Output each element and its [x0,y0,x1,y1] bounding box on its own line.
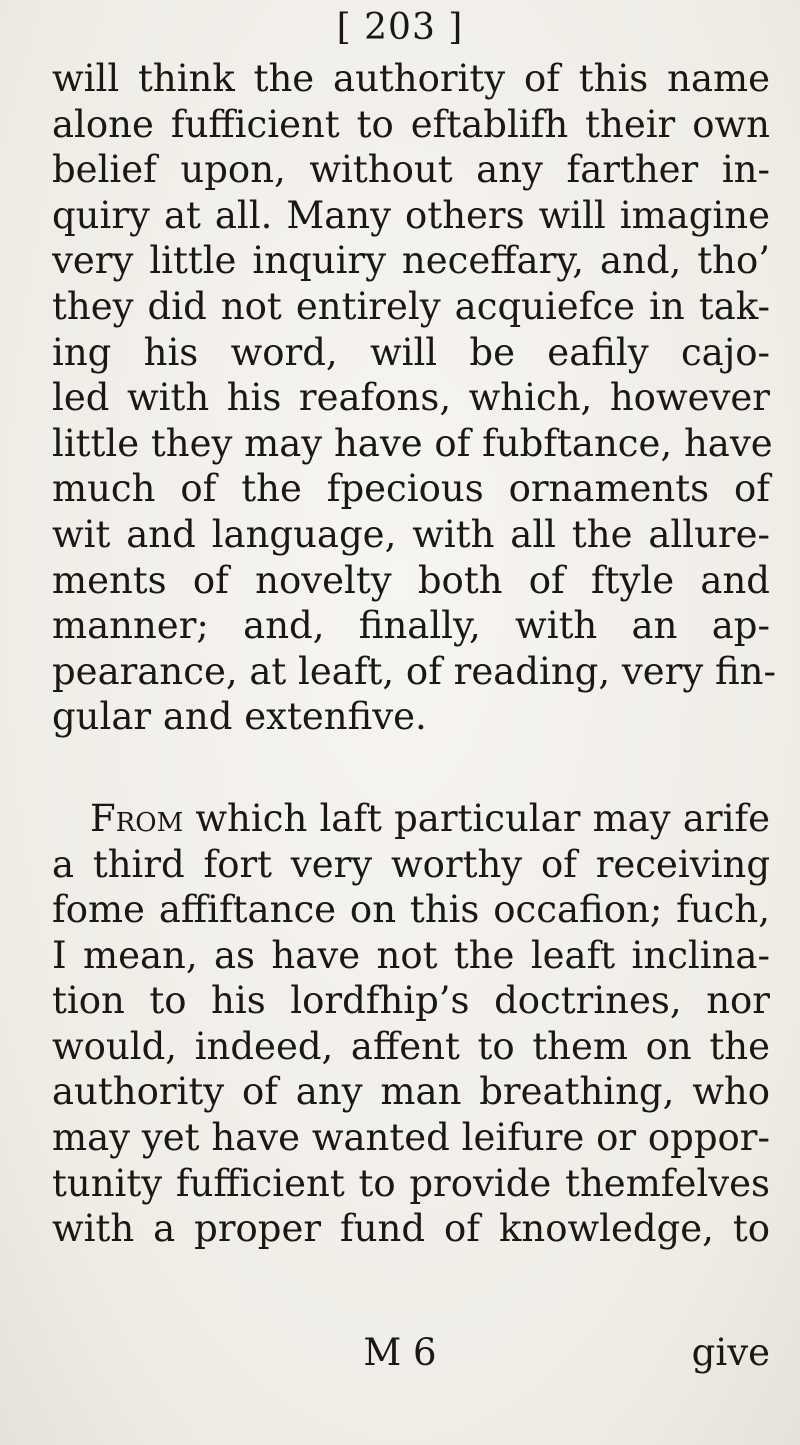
text-line: fome affiftance on this occafion; fuch, [52,888,770,932]
text-line: authority of any man breathing, who [52,1070,770,1114]
text-line: manner; and, finally, with an ap- [52,604,770,648]
text-line: with a proper fund of knowledge, to [52,1207,770,1251]
text-line: wit and language, with all the allure- [52,512,770,556]
text-line: very little inquiry neceffary, and, tho’ [52,239,770,283]
catchword: give [691,1331,770,1374]
page-number: [ 203 ] [336,7,464,48]
paragraph-1 [52,56,777,740]
text-line: quiry at all. Many others will imagine [52,193,770,237]
text-line: pearance, at leaft, of reading, very fin- [52,649,777,693]
text-line: a third fort very worthy of receiving [52,842,770,886]
text-line: alone fufficient to eftablifh their own [52,102,770,146]
text-line: they did not entirely acquiefce in tak- [52,284,770,328]
text-line: gular and extenfive. [52,695,427,739]
paragraph-gap [52,740,770,796]
line-rest: which laft particular may arife [183,796,770,840]
text-line: led with his reafons, which, however [52,376,770,420]
page-footer [0,1330,800,1376]
paragraph-2 [52,796,770,1252]
text-line: little they may have of fubftance, have [52,421,773,465]
signature-mark: M 6 [363,1331,437,1374]
text-line: would, indeed, affent to them on the [52,1024,770,1068]
text-line: tion to his lordfhip’s doctrines, nor [52,979,770,1023]
text-line: will think the authority of this name [52,57,770,100]
text-line: much of the fpecious ornaments of [52,467,770,511]
text-line: tunity fufficient to provide themfelves [52,1161,770,1205]
drop-word: From [90,796,184,840]
text-line [52,796,770,842]
text-line: ing his word, will be eafily cajo- [52,330,770,374]
text-line: ments of novelty both of ftyle and [52,558,770,602]
body-text [52,56,777,1252]
text-line: I mean, as have not the leaft inclina- [52,933,770,977]
text-line: may yet have wanted leifure or oppor- [52,1116,770,1160]
text-line: belief upon, without any farther in- [52,148,770,192]
